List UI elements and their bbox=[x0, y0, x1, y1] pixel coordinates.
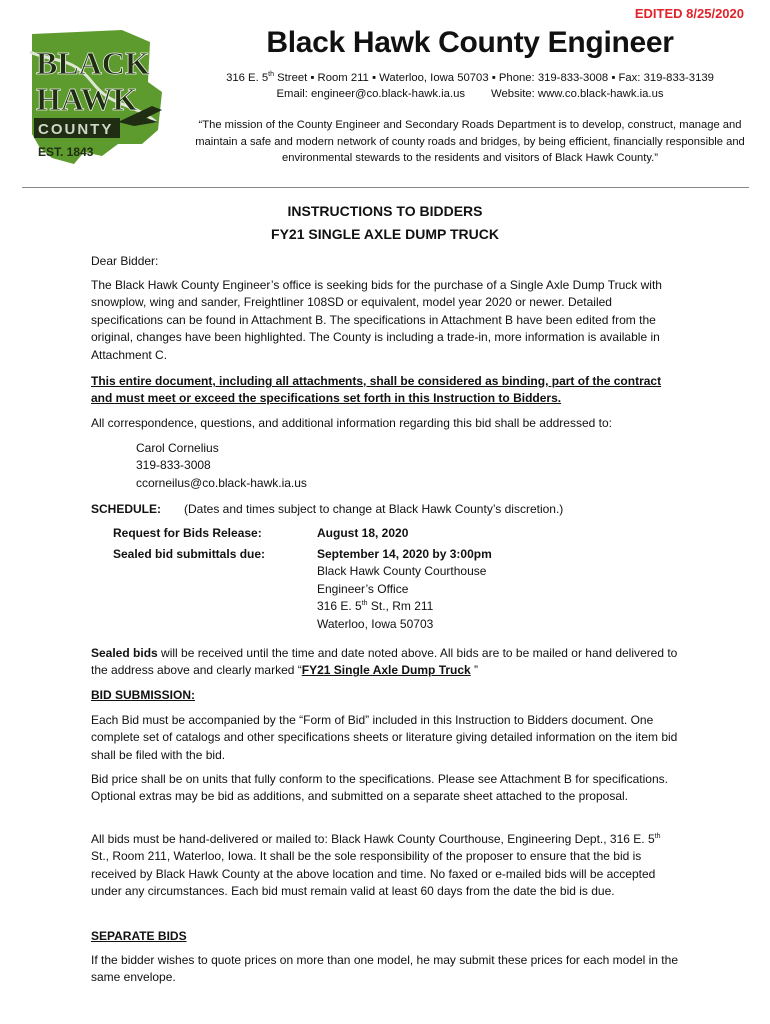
binding-statement: This entire document, including all attachments, shall be considered as binding, part of the contract and must meet or exceed the specifications set forth in this Instruction to Bidders. bbox=[91, 374, 662, 406]
bid-paragraph-3: All bids must be hand-delivered or mailed to: Black Hawk County Courthouse, Engineering Dept., 316 E. 5th St., Room 211, Waterloo, Iowa. It shall be the sole responsibility of the proposer to ensure that the bid is received by Black Hawk County at the above location and time. No faxed or e-mailed bids will be accepted under any circumstances. Each bid must remain valid at least 60 days from the date the bid is due. bbox=[91, 832, 661, 899]
header-divider bbox=[22, 187, 749, 188]
bid-paragraph-2: Bid price shall be on units that fully conform to the specifications. Please see Attachment B for specifications. Optional extras may be bid as additions, and submitted on a separate sheet attached to the proposal. bbox=[91, 772, 668, 804]
due-label: Sealed bid submittals due: bbox=[113, 547, 266, 561]
contact-block bbox=[136, 440, 536, 492]
edited-stamp: EDITED 8/25/2020 bbox=[634, 6, 744, 21]
schedule-label: SCHEDULE: bbox=[91, 502, 162, 516]
county-logo bbox=[22, 22, 172, 172]
doc-heading: INSTRUCTIONS TO BIDDERS bbox=[287, 203, 483, 219]
location-line4: Waterloo, Iowa 50703 bbox=[317, 616, 434, 631]
contact-phone: 319-833-3008 bbox=[136, 458, 211, 473]
bid-paragraph-1: Each Bid must be accompanied by the “Form of Bid” included in this Instruction to Bidders document. One complete set of catalogs and other specifications sheets or literature giving detailed information on the item bid shall be filed with the bid. bbox=[91, 713, 678, 762]
mission-statement: “The mission of the County Engineer and Secondary Roads Department is to develop, construct, manage and maintain a safe and modern network of county roads and bridges, by being efficient, financially responsible and environmental stewards to the residents and visitors of Black Hawk County.” bbox=[195, 119, 745, 164]
location-line3: 316 E. 5th St., Rm 211 bbox=[317, 599, 434, 614]
sealed-bids-paragraph: Sealed bids will be received until the time and date noted above. All bids are to be mailed or hand delivered to the address above and clearly marked “FY21 Single Axle Dump Truck ” bbox=[91, 646, 678, 678]
release-value: August 18, 2020 bbox=[317, 526, 409, 540]
due-value: September 14, 2020 by 3:00pm bbox=[317, 547, 492, 561]
salutation: Dear Bidder: bbox=[91, 254, 159, 268]
logo-line3: COUNTY bbox=[38, 121, 114, 138]
email-web-line bbox=[175, 86, 765, 102]
release-label: Request for Bids Release: bbox=[113, 526, 262, 540]
doc-subheading: FY21 SINGLE AXLE DUMP TRUCK bbox=[271, 226, 499, 242]
header-website: Website: www.co.black-hawk.ia.us bbox=[491, 88, 664, 100]
separate-bids-heading: SEPARATE BIDS bbox=[91, 929, 187, 943]
logo-line2: HAWK bbox=[36, 81, 138, 117]
separate-bids-paragraph: If the bidder wishes to quote prices on more than one model, he may submit these prices for each model in the same envelope. bbox=[91, 953, 678, 985]
bid-submission-heading: BID SUBMISSION: bbox=[91, 688, 196, 702]
location-line1: Black Hawk County Courthouse bbox=[317, 564, 487, 579]
logo-line1: BLACK bbox=[36, 45, 150, 81]
due-block bbox=[317, 546, 637, 633]
location-line2: Engineer’s Office bbox=[317, 581, 409, 596]
address-line: 316 E. 5th Street ▪ Room 211 ▪ Waterloo, Iowa 50703 ▪ Phone: 319-833-3008 ▪ Fax: 319-833-3139 bbox=[226, 71, 714, 84]
schedule-note: (Dates and times subject to change at Black Hawk County’s discretion.) bbox=[184, 502, 564, 516]
logo-est: EST. 1843 bbox=[38, 145, 94, 159]
contact-email: ccorneilus@co.black-hawk.ia.us bbox=[136, 475, 307, 490]
intro-paragraph: The Black Hawk County Engineer’s office is seeking bids for the purchase of a Single Axle Dump Truck with snowplow, wing and sander, Freightliner 108SD or equivalent, model year 2020 or newer. Detailed specifications can be found in Attachment B. The specifications in Attachment B have been edited from the original, changes have been highlighted. The County is including a trade-in, more information is available in Attachment C. bbox=[91, 278, 662, 362]
correspondence-paragraph: All correspondence, questions, and additional information regarding this bid shall be addressed to: bbox=[91, 416, 612, 430]
header-email: Email: engineer@co.black-hawk.ia.us bbox=[276, 88, 466, 100]
contact-header bbox=[175, 70, 765, 102]
page-title: Black Hawk County Engineer bbox=[266, 26, 674, 59]
contact-name: Carol Cornelius bbox=[136, 441, 219, 455]
